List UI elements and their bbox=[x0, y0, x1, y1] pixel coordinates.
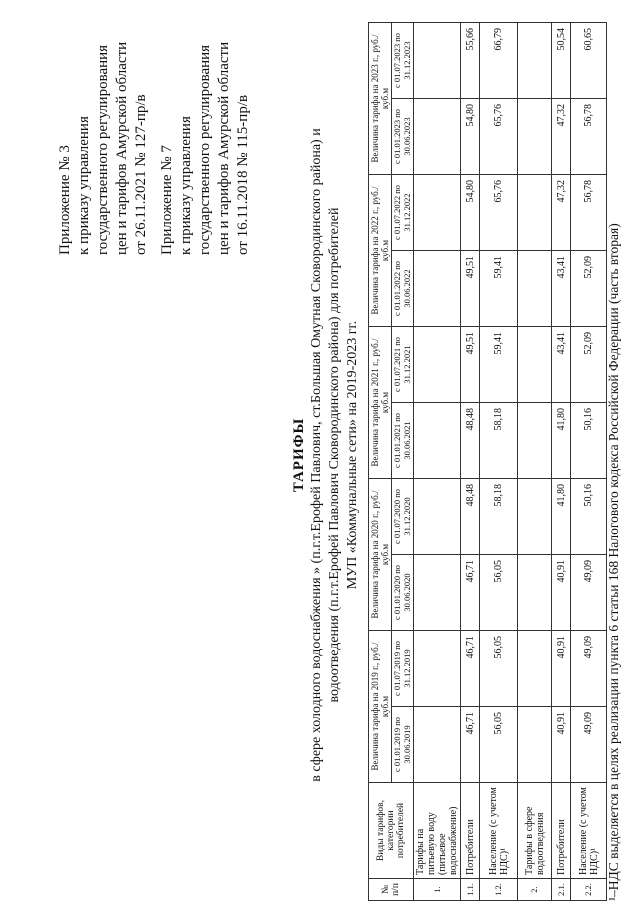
table-row bbox=[480, 23, 518, 901]
tariff-cell: 46,71 bbox=[461, 707, 480, 783]
tariff-cell bbox=[518, 707, 552, 783]
tariff-cell bbox=[518, 479, 552, 555]
appendix-7-block bbox=[158, 42, 253, 255]
header-period: с 01.01.2023 по 30.06.2023 bbox=[392, 99, 414, 175]
appendix-line: государственного регулирования bbox=[95, 44, 111, 255]
tariff-cell: 41,80 bbox=[552, 403, 571, 479]
tariff-cell bbox=[414, 251, 461, 327]
subtitle-line: в сфере холодного водоснабжения » (п.г.т.Ерофей Павлович, ст.Большая Омутная Сковородинского района) и bbox=[309, 128, 324, 782]
appendix-line: государственного регулирования bbox=[197, 44, 213, 255]
table-subheader-row bbox=[392, 23, 414, 901]
tariff-cell bbox=[518, 555, 552, 631]
tariff-cell: 55,66 bbox=[461, 23, 480, 99]
tariff-cell: 50,16 bbox=[571, 403, 607, 479]
tariff-cell bbox=[518, 631, 552, 707]
tariff-cell: 41,80 bbox=[552, 479, 571, 555]
header-period: с 01.01.2021 по 30.06.2021 bbox=[392, 403, 414, 479]
tariff-cell: 52,09 bbox=[571, 327, 607, 403]
row-label: Тарифы в сфере водоотведения bbox=[518, 783, 552, 879]
subtitle-line: водоотведения (п.г.т.Ерофей Павлович Сковородинского района) для потребителей bbox=[327, 207, 342, 703]
tariff-cell: 54,80 bbox=[461, 99, 480, 175]
row-label: Потребители bbox=[552, 783, 571, 879]
table-row bbox=[461, 23, 480, 901]
tariff-cell: 56,05 bbox=[480, 707, 518, 783]
tariff-cell bbox=[414, 23, 461, 99]
tariff-cell bbox=[414, 327, 461, 403]
row-number: 2.2. bbox=[571, 879, 607, 901]
appendix-line: цен и тарифов Амурской области bbox=[114, 41, 130, 255]
tariff-cell: 49,09 bbox=[571, 707, 607, 783]
appendix-line: к приказу управления bbox=[76, 116, 92, 255]
tariff-cell: 65,76 bbox=[480, 175, 518, 251]
tariff-cell: 47,32 bbox=[552, 99, 571, 175]
appendix-line: цен и тарифов Амурской области bbox=[216, 41, 232, 255]
table-row bbox=[518, 23, 552, 901]
header-period: с 01.07.2023 по 31.12.2023 bbox=[392, 23, 414, 99]
tariff-cell: 66,79 bbox=[480, 23, 518, 99]
row-number: 2. bbox=[518, 879, 552, 901]
tariff-cell: 49,51 bbox=[461, 327, 480, 403]
footnote: ¹–НДС выделяется в целях реализации пункта 6 статьи 168 Налогового кодекса Российской Федерации (часть вторая) bbox=[606, 223, 621, 901]
table-row bbox=[571, 23, 607, 901]
tariff-cell: 50,16 bbox=[571, 479, 607, 555]
appendix-line: Приложение № 3 bbox=[57, 145, 73, 255]
tariff-cell: 58,18 bbox=[480, 403, 518, 479]
tariff-cell: 54,80 bbox=[461, 175, 480, 251]
tariff-cell: 58,18 bbox=[480, 479, 518, 555]
tariff-cell: 59,41 bbox=[480, 327, 518, 403]
tariff-cell bbox=[414, 707, 461, 783]
tariff-cell bbox=[414, 99, 461, 175]
header-tariff-kind: Виды тарифов, категории потребителей bbox=[369, 783, 414, 879]
header-year: Величина тарифа на 2020 г., руб./куб.м bbox=[369, 479, 392, 631]
tariff-table bbox=[368, 22, 607, 901]
tariff-cell: 50,54 bbox=[552, 23, 571, 99]
tariff-cell bbox=[518, 23, 552, 99]
tariff-cell: 46,71 bbox=[461, 631, 480, 707]
header-period: с 01.07.2020 по 31.12.2020 bbox=[392, 479, 414, 555]
row-label: Потребители bbox=[461, 783, 480, 879]
tariff-cell: 40,91 bbox=[552, 707, 571, 783]
title-block bbox=[290, 45, 362, 865]
tariff-cell bbox=[518, 403, 552, 479]
row-number: 2.1. bbox=[552, 879, 571, 901]
header-year: Величина тарифа на 2022 г., руб./куб.м bbox=[369, 175, 392, 327]
header-period: с 01.07.2022 по 31.12.2022 bbox=[392, 175, 414, 251]
tariff-cell: 56,05 bbox=[480, 631, 518, 707]
tariff-cell bbox=[518, 175, 552, 251]
table-row bbox=[552, 23, 571, 901]
tariff-cell: 43,41 bbox=[552, 251, 571, 327]
tariff-cell: 59,41 bbox=[480, 251, 518, 327]
tariff-cell: 49,09 bbox=[571, 555, 607, 631]
appendix-line: Приложение № 7 bbox=[159, 145, 175, 255]
tariff-cell bbox=[414, 479, 461, 555]
header-period: с 01.01.2020 по 30.06.2020 bbox=[392, 555, 414, 631]
header-year: Величина тарифа на 2021 г., руб./куб.м bbox=[369, 327, 392, 479]
tariff-cell bbox=[414, 403, 461, 479]
row-number: 1. bbox=[414, 879, 461, 901]
appendix-line: от 26.11.2021 № 127-пр/в bbox=[133, 94, 149, 255]
appendix-line: к приказу управления bbox=[178, 116, 194, 255]
header-period: с 01.07.2021 по 31.12.2021 bbox=[392, 327, 414, 403]
header-period: с 01.01.2019 по 30.06.2019 bbox=[392, 707, 414, 783]
table-header-row bbox=[369, 23, 392, 901]
tariff-cell: 48,48 bbox=[461, 403, 480, 479]
header-year: Величина тарифа на 2019 г., руб./куб.м bbox=[369, 631, 392, 783]
header-period: с 01.01.2022 по 30.06.2022 bbox=[392, 251, 414, 327]
subtitle-line: МУП «Коммунальные сети» на 2019-2023 гг. bbox=[345, 320, 360, 590]
tariff-cell: 60,65 bbox=[571, 23, 607, 99]
tariff-cell: 47,32 bbox=[552, 175, 571, 251]
tariff-cell bbox=[414, 175, 461, 251]
appendix-3-block bbox=[56, 42, 151, 255]
tariff-cell: 48,48 bbox=[461, 479, 480, 555]
tariff-cell: 56,05 bbox=[480, 555, 518, 631]
tariff-cell: 56,78 bbox=[571, 175, 607, 251]
document-title: ТАРИФЫ bbox=[291, 417, 307, 493]
row-label: Тарифы на питьевую воду (питьевое водоснабжение) bbox=[414, 783, 461, 879]
row-number: 1.2. bbox=[480, 879, 518, 901]
tariff-cell: 49,51 bbox=[461, 251, 480, 327]
table-row bbox=[414, 23, 461, 901]
row-label: Население (с учетом НДС)¹ bbox=[571, 783, 607, 879]
tariff-cell bbox=[518, 99, 552, 175]
appendix-line: от 16.11.2018 № 115-пр/в bbox=[235, 94, 251, 255]
header-number: № п/п bbox=[369, 879, 414, 901]
row-label: Население (с учетом НДС)¹ bbox=[480, 783, 518, 879]
header-period: с 01.07.2019 по 31.12.2019 bbox=[392, 631, 414, 707]
tariff-cell: 46,71 bbox=[461, 555, 480, 631]
tariff-cell bbox=[414, 631, 461, 707]
tariff-cell bbox=[518, 327, 552, 403]
header-year: Величина тарифа на 2023 г., руб./куб.м bbox=[369, 23, 392, 175]
tariff-cell: 43,41 bbox=[552, 327, 571, 403]
tariff-cell: 40,91 bbox=[552, 631, 571, 707]
tariff-cell: 56,78 bbox=[571, 99, 607, 175]
tariff-cell: 65,76 bbox=[480, 99, 518, 175]
tariff-cell bbox=[518, 251, 552, 327]
tariff-cell: 49,09 bbox=[571, 631, 607, 707]
row-number: 1.1. bbox=[461, 879, 480, 901]
tariff-cell: 40,91 bbox=[552, 555, 571, 631]
tariff-cell: 52,09 bbox=[571, 251, 607, 327]
tariff-cell bbox=[414, 555, 461, 631]
